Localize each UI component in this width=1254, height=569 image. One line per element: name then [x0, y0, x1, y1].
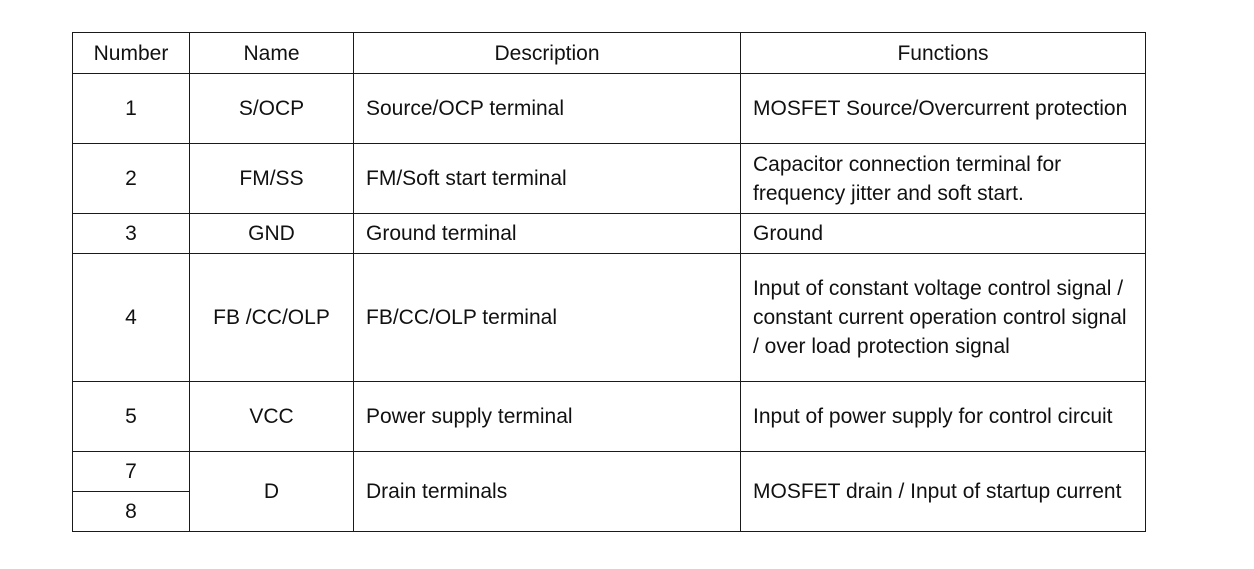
table-row — [73, 144, 1146, 214]
table-row — [73, 74, 1146, 144]
table-row — [73, 382, 1146, 452]
header-number: Number — [73, 33, 190, 74]
pin-name: S/OCP — [190, 74, 354, 144]
pin-description: FB/CC/OLP terminal — [354, 254, 741, 382]
pin-functions: Input of constant voltage control signal / constant current operation control signal / over load protection signal — [741, 254, 1146, 382]
table-row — [73, 214, 1146, 254]
pin-number: 8 — [73, 492, 190, 532]
pin-function-table — [72, 32, 1146, 532]
pin-name: GND — [190, 214, 354, 254]
header-row — [73, 33, 1146, 74]
pin-description: FM/Soft start terminal — [354, 144, 741, 214]
pin-name: FB /CC/OLP — [190, 254, 354, 382]
pin-functions: Input of power supply for control circuit — [741, 382, 1146, 452]
pin-number: 4 — [73, 254, 190, 382]
pin-functions: MOSFET drain / Input of startup current — [741, 452, 1146, 532]
pin-functions: Capacitor connection terminal for frequency jitter and soft start. — [741, 144, 1146, 214]
table-row — [73, 452, 1146, 492]
header-description: Description — [354, 33, 741, 74]
header-name: Name — [190, 33, 354, 74]
pin-number: 5 — [73, 382, 190, 452]
header-functions: Functions — [741, 33, 1146, 74]
pin-description: Power supply terminal — [354, 382, 741, 452]
pin-number: 7 — [73, 452, 190, 492]
pin-number: 3 — [73, 214, 190, 254]
pin-number: 1 — [73, 74, 190, 144]
pin-description: Drain terminals — [354, 452, 741, 532]
pin-number: 2 — [73, 144, 190, 214]
pin-description: Source/OCP terminal — [354, 74, 741, 144]
pin-name: FM/SS — [190, 144, 354, 214]
pin-name: D — [190, 452, 354, 532]
pin-functions: MOSFET Source/Overcurrent protection — [741, 74, 1146, 144]
pin-description: Ground terminal — [354, 214, 741, 254]
pin-name: VCC — [190, 382, 354, 452]
table-row — [73, 254, 1146, 382]
pin-functions: Ground — [741, 214, 1146, 254]
